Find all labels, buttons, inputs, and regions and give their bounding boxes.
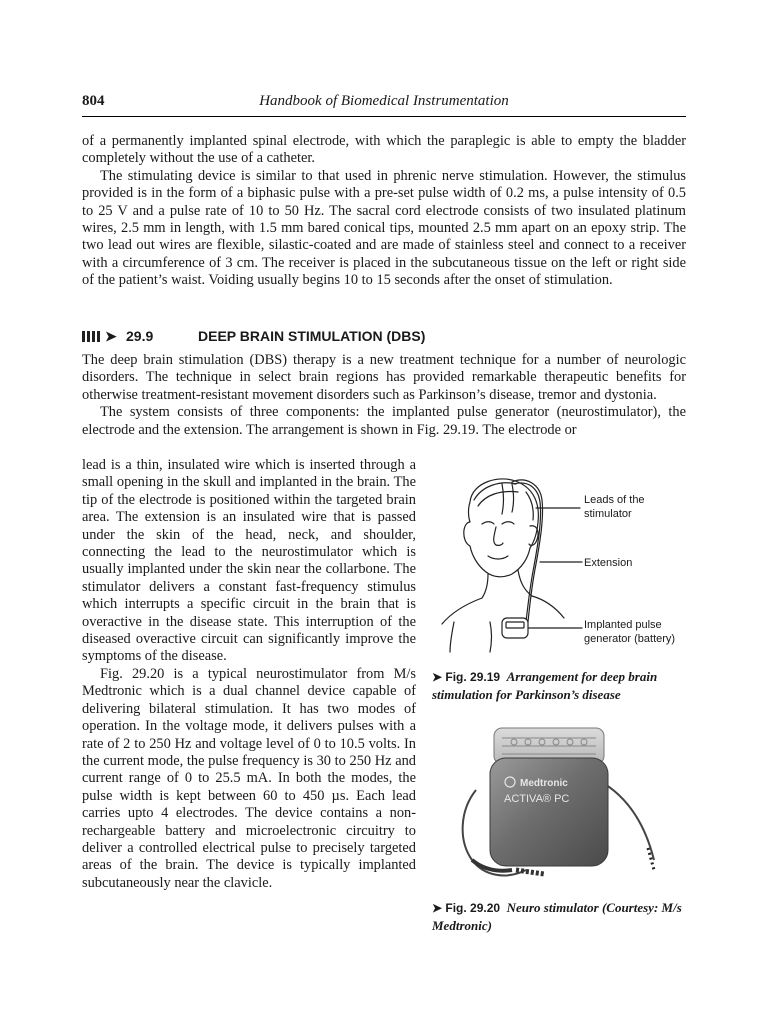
fig-29-20-title: Neuro stimulator (Courtesy: M/s Medtronic)	[432, 900, 682, 933]
section-title: DEEP BRAIN STIMULATION (DBS)	[198, 328, 426, 344]
section-arrow-icon: ➤	[105, 328, 117, 344]
section-paragraph-1: The deep brain stimulation (DBS) therapy is a new treatment technique for a number of neurologic disorders. The technique in select brain regions has provided remarkable therapeutic benefits for otherwise treatment-resistant movement disorders such as Parkinson’s disease, tremor and dystonia.	[82, 352, 686, 403]
section-paragraph-2-continued: lead is a thin, insulated wire which is inserted through a small opening in the skull and implanted in the brain. The tip of the electrode is positioned within the targeted brain area. The extension is an insulated wire that is passed under the skin of the head, neck, and shoulder, connecting the lead to the neurostimulator which is usually implanted under the skin near the collarbone. The stimulator delivers a constant fast-frequency stimulus which interrupts a specific circuit in the brain that is overactive in the disease state. This interruption of the diseased overactive circuit can significantly improve the symptoms of the disease.	[82, 457, 416, 665]
fig-29-20-label: Fig. 29.20	[445, 901, 501, 915]
callout-leads-line-2: stimulator	[584, 508, 632, 520]
section-number: 29.9	[126, 328, 154, 344]
callout-generator-line-2: generator (battery)	[584, 633, 676, 645]
fig-29-19-title: Arrangement for deep brain stimulation for Parkinson’s disease	[432, 669, 658, 702]
section-heading	[82, 327, 686, 347]
callout-leads-line-1: Leads of the	[584, 494, 645, 506]
running-head: Handbook of Biomedical Instrumentation	[259, 93, 509, 109]
page-header	[82, 93, 686, 115]
section-body-column	[82, 457, 416, 892]
caption-arrow-icon: ➤	[432, 670, 446, 684]
section-body-full-width	[82, 352, 686, 439]
section-paragraph-2-start: The system consists of three components: the implanted pulse generator (neurostimulator), the electrode and the extension. The arrangement is shown in Fig. 29.19. The electrode or	[82, 404, 686, 438]
intro-paragraph-1: of a permanently implanted spinal electrode, with which the paraplegic is able to empty the bladder completely without the use of a catheter.	[82, 133, 686, 167]
section-paragraph-3: Fig. 29.20 is a typical neurostimulator from M/s Medtronic which is a dual channel device capable of delivering bilateral stimulation. It has two modes of operation. In the voltage mode, it delivers pulses with a rate of 2 to 250 Hz and voltage level of 0 to 10.5 volts. In the current mode, the pulse frequency is 30 to 250 Hz and current range of 0 to 25.5 mA. In both the modes, the pulse width is kept between 60 to 450 µs. Each lead carries upto 4 electrodes. The device contains a non-rechargeable battery and microelectronic circuitry to deliver a controlled electrical pulse to precisely targeted areas of the brain. The device is typically implanted subcutaneously near the clavicle.	[82, 665, 416, 891]
dbs-arrangement-figure	[430, 472, 688, 662]
callout-generator-line-1: Implanted pulse	[584, 619, 662, 631]
device-model: ACTIVA® PC	[504, 793, 570, 805]
intro-paragraph-2: The stimulating device is similar to that used in phrenic nerve stimulation. However, the stimulus provided is in the form of a biphasic pulse with a pre-set pulse width of 0.2 ms, a pulse intensity of 0.5 to 25 V and a pulse rate of 10 to 50 Hz. The sacral cord electrode consists of two insulated platinum wires, 2.5 mm in length, with 1.5 mm bared conical tips, mounted 2.5 mm apart on an epoxy strip. The two lead out wires are flexible, silastic-coated and are made of stainless steel and connect to a receiver with a circumference of 3 cm. The receiver is placed in the subcutaneous tissue on the left or right side of the patient’s waist. Voiding usually begins 10 to 15 seconds after the onset of stimulation.	[82, 167, 686, 289]
intro-text	[82, 133, 686, 290]
fig-29-19-caption	[432, 668, 688, 703]
header-rule	[82, 116, 686, 117]
caption-arrow-icon-2: ➤	[432, 901, 446, 915]
page-number: 804	[82, 93, 105, 109]
fig-29-19-label: Fig. 29.19	[445, 670, 501, 684]
neurostimulator-photo	[448, 720, 678, 895]
callout-extension: Extension	[584, 557, 633, 569]
fig-29-20-caption	[432, 899, 688, 934]
device-brand: Medtronic	[520, 778, 568, 789]
